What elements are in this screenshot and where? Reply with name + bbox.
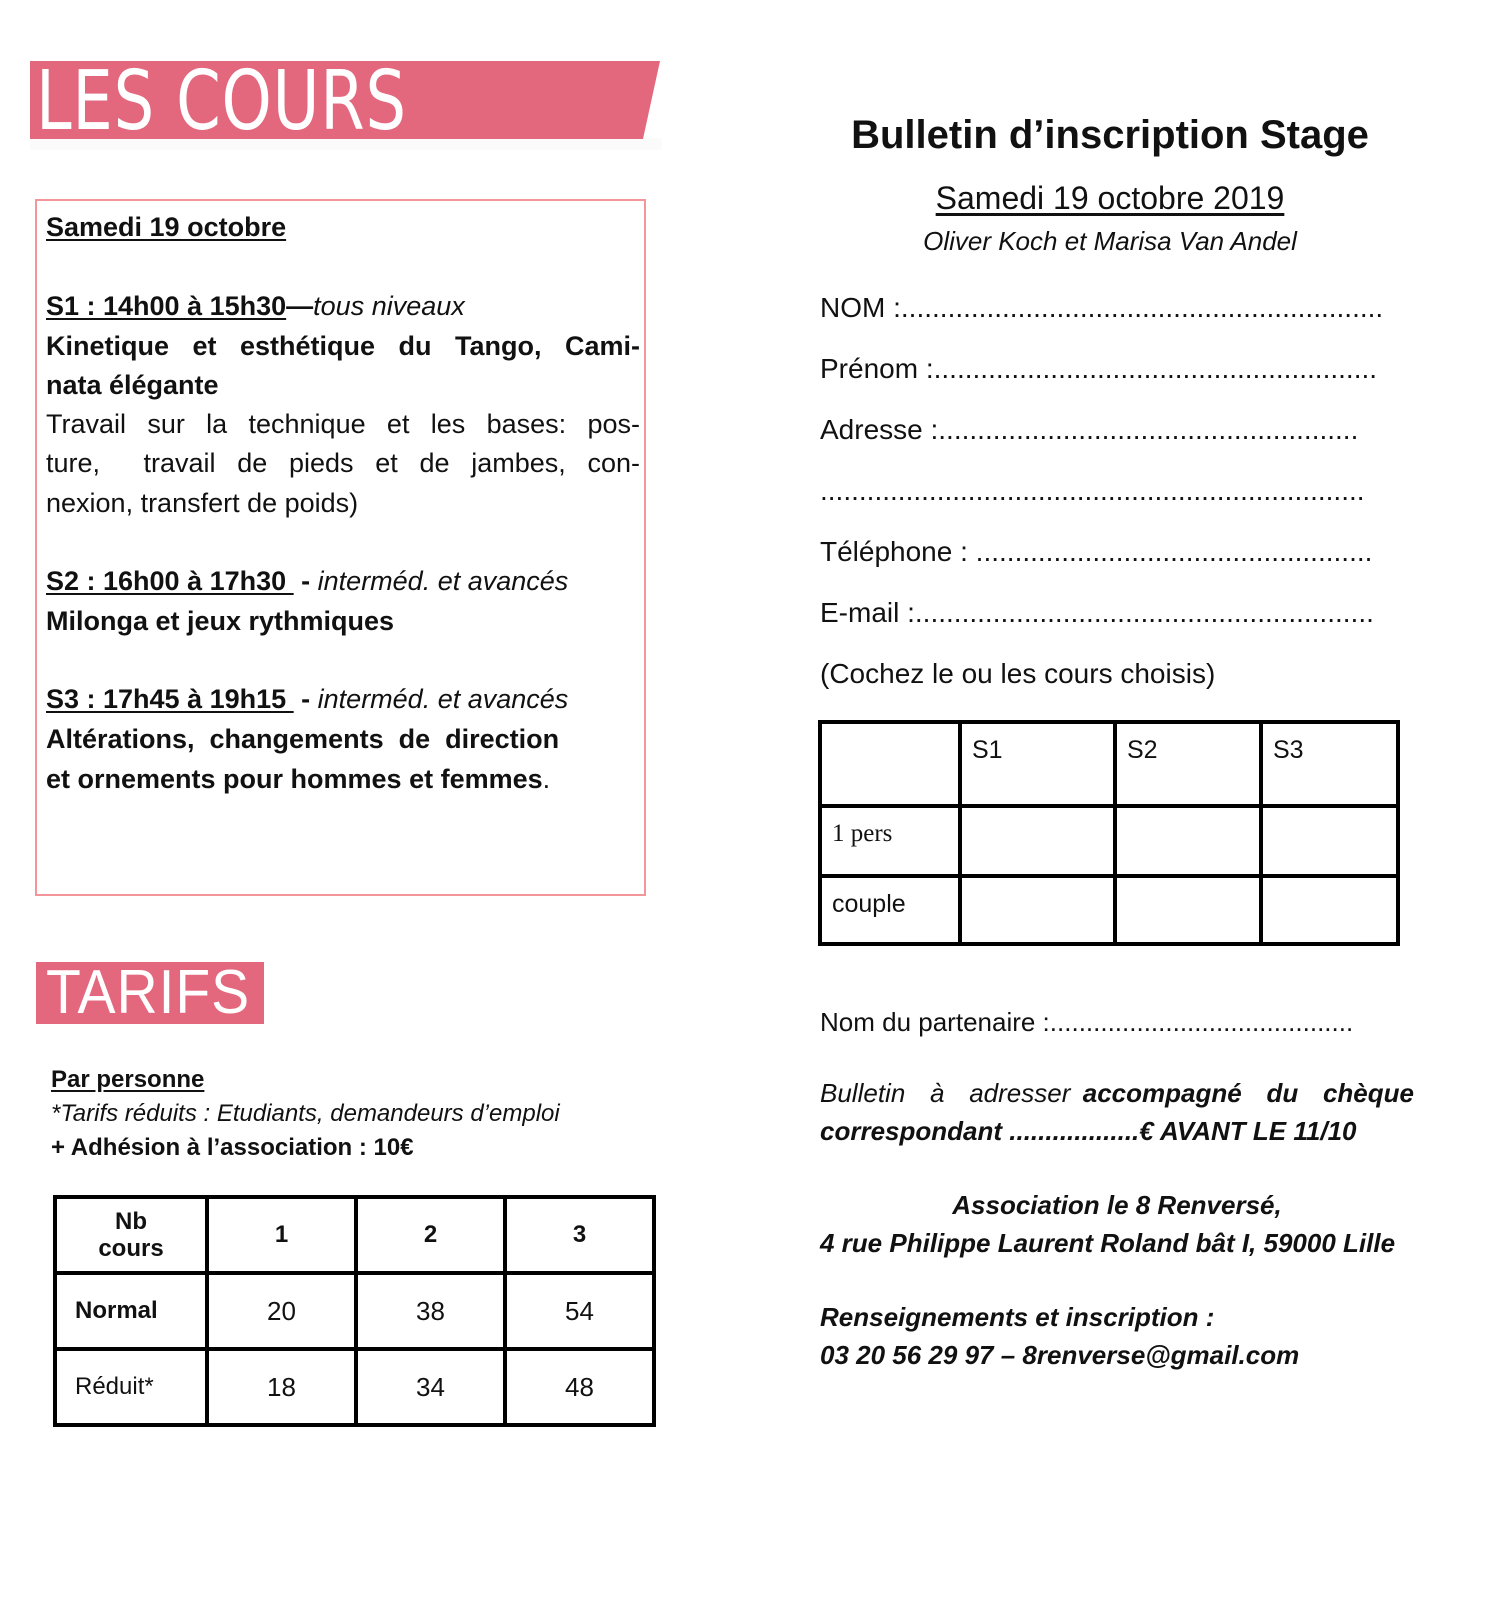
choice-checkbox-couple-s3[interactable] bbox=[1261, 876, 1398, 944]
field-label: E-mail : bbox=[820, 597, 915, 628]
price-cell: 20 bbox=[207, 1273, 356, 1349]
price-cell: 34 bbox=[356, 1349, 505, 1425]
form-teachers: Oliver Koch et Marisa Van Andel bbox=[923, 226, 1297, 256]
field-blank[interactable]: ......................................................... bbox=[933, 353, 1378, 384]
field-blank[interactable]: .......................................... bbox=[1049, 1007, 1354, 1037]
session-s3-header bbox=[46, 679, 640, 720]
field-adresse-line2[interactable] bbox=[820, 473, 1365, 509]
header-cours: cours bbox=[98, 1235, 164, 1262]
choice-checkbox-1pers-s1[interactable] bbox=[960, 806, 1115, 876]
session-time: S2 : 16h00 à 17h30 bbox=[46, 566, 294, 596]
choice-row-label-1-pers: 1 pers bbox=[820, 806, 960, 876]
contact-label: Renseignements et inscription : bbox=[820, 1302, 1215, 1332]
choice-checkbox-1pers-s3[interactable] bbox=[1261, 806, 1398, 876]
course-instruction: (Cochez le ou les cours choisis) bbox=[820, 658, 1216, 689]
field-blank[interactable]: ........................................................... bbox=[914, 597, 1374, 628]
session-s3-title-line1: Altérations, changements de direction bbox=[46, 724, 560, 754]
send-bold: accompagné du chèque bbox=[1082, 1078, 1414, 1108]
field-blank[interactable]: ...................................................... bbox=[938, 414, 1359, 445]
tarifs-table bbox=[53, 1195, 656, 1427]
field-partenaire[interactable] bbox=[820, 1004, 1353, 1040]
choice-row-label-couple: couple bbox=[820, 876, 960, 944]
header-cell: 3 bbox=[505, 1197, 654, 1273]
choice-header-empty bbox=[820, 722, 960, 806]
session-separator: - bbox=[293, 566, 318, 596]
session-level: interméd. et avancés bbox=[317, 684, 569, 714]
field-label: Adresse : bbox=[820, 414, 939, 445]
price-cell: 18 bbox=[207, 1349, 356, 1425]
session-separator: - bbox=[293, 684, 318, 714]
field-email[interactable] bbox=[820, 595, 1374, 631]
session-s3-title-end: . bbox=[542, 764, 551, 794]
session-level: tous niveaux bbox=[313, 291, 465, 321]
price-cell: 48 bbox=[505, 1349, 654, 1425]
header-cell: 1 bbox=[207, 1197, 356, 1273]
tarifs-membership: + Adhésion à l’association : 10€ bbox=[51, 1134, 414, 1161]
field-label: Nom du partenaire : bbox=[820, 1007, 1050, 1037]
header-nb: Nb bbox=[115, 1208, 147, 1235]
field-label: Téléphone : bbox=[820, 536, 976, 567]
form-date-wrap bbox=[800, 178, 1420, 218]
association-name: Association le 8 Renversé, bbox=[952, 1190, 1282, 1220]
session-level: interméd. et avancés bbox=[317, 566, 569, 596]
send-instruction-line1 bbox=[820, 1074, 1414, 1112]
session-s2-header bbox=[46, 561, 640, 602]
field-prenom[interactable] bbox=[820, 351, 1377, 387]
session-s1-desc-line1: Travail sur la technique et les bases: pos- bbox=[46, 409, 640, 439]
tarifs-header-row bbox=[55, 1197, 654, 1273]
field-label: Prénom : bbox=[820, 353, 934, 384]
price-cell: 38 bbox=[356, 1273, 505, 1349]
session-separator: — bbox=[286, 291, 314, 321]
session-time: S1 : 14h00 à 15h30 bbox=[46, 291, 287, 321]
tarifs-subtitle: Par personne bbox=[51, 1066, 205, 1093]
choice-checkbox-couple-s1[interactable] bbox=[960, 876, 1115, 944]
choice-header-s3: S3 bbox=[1261, 722, 1398, 806]
field-blank[interactable]: .............................................................. bbox=[900, 292, 1384, 323]
table-row bbox=[820, 806, 1398, 876]
session-s1-desc-line2: ture, travail de pieds et de jambes, con- bbox=[46, 448, 640, 478]
choice-checkbox-1pers-s2[interactable] bbox=[1115, 806, 1261, 876]
session-time: S3 : 17h45 à 19h15 bbox=[46, 684, 294, 714]
table-row bbox=[55, 1349, 654, 1425]
row-label-normal: Normal bbox=[55, 1273, 207, 1349]
field-telephone[interactable] bbox=[820, 534, 1372, 570]
header-cell: 2 bbox=[356, 1197, 505, 1273]
tarifs-note: *Tarifs réduits : Etudiants, demandeurs d’emploi bbox=[51, 1100, 560, 1127]
session-s1-header bbox=[46, 286, 640, 327]
field-nom[interactable] bbox=[820, 290, 1383, 326]
les-cours-title: LES COURS bbox=[36, 54, 407, 149]
session-s1-desc-line3: nexion, transfert de poids) bbox=[46, 488, 359, 518]
association-address: 4 rue Philippe Laurent Roland bât I, 59000 Lille bbox=[820, 1228, 1396, 1258]
session-s1-title-line1: Kinetique et esthétique du Tango, Cami- bbox=[46, 331, 640, 361]
row-label-reduit: Réduit* bbox=[55, 1349, 207, 1425]
table-row bbox=[820, 876, 1398, 944]
tarifs-title: TARIFS bbox=[46, 958, 251, 1027]
course-choice-table bbox=[818, 720, 1400, 946]
session-s3-title-line2-wrap bbox=[46, 759, 640, 800]
choice-header-row bbox=[820, 722, 1398, 806]
send-instruction-line2: correspondant ..................€ AVANT LE 11/10 bbox=[820, 1116, 1357, 1146]
field-adresse[interactable] bbox=[820, 412, 1358, 448]
price-cell: 54 bbox=[505, 1273, 654, 1349]
session-s1-title-line2: nata élégante bbox=[46, 370, 219, 400]
session-s3-title-line2: et ornements pour hommes et femmes bbox=[46, 764, 543, 794]
choice-checkbox-couple-s2[interactable] bbox=[1115, 876, 1261, 944]
field-blank[interactable]: ...................................................................... bbox=[820, 475, 1365, 506]
field-label: NOM : bbox=[820, 292, 901, 323]
send-italic: Bulletin à adresser bbox=[820, 1078, 1083, 1108]
table-row bbox=[55, 1273, 654, 1349]
contact-value[interactable]: 03 20 56 29 97 – 8renverse@gmail.com bbox=[820, 1340, 1300, 1370]
form-title: Bulletin d’inscription Stage bbox=[851, 113, 1369, 157]
header-cell-nb-cours bbox=[55, 1197, 207, 1273]
choice-header-s2: S2 bbox=[1115, 722, 1261, 806]
session-s2-title: Milonga et jeux rythmiques bbox=[46, 606, 395, 636]
day-heading: Samedi 19 octobre bbox=[46, 212, 287, 242]
choice-header-s1: S1 bbox=[960, 722, 1115, 806]
form-date: Samedi 19 octobre 2019 bbox=[935, 180, 1285, 216]
field-blank[interactable]: ................................................... bbox=[975, 536, 1373, 567]
